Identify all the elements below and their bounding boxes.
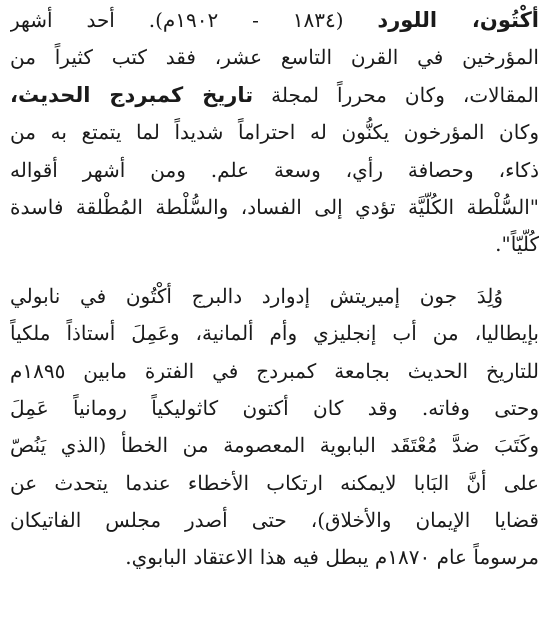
text-line: مرسوماً عام ١٨٧٠م يبطل فيه هذا الاعتقاد البابوي. bbox=[125, 545, 539, 570]
text-line: للتاريخ الحديث بجامعة كمبردج في الفترة مابين ١٨٩٥م bbox=[10, 358, 539, 383]
text-line: وكَتَبَ ضدَّ مُعْتَقَد البابوية المعصومة من الخطأ (الذي يَنُصّ bbox=[10, 433, 539, 458]
text-line bbox=[10, 77, 539, 114]
text-line: وحتى وفاته. وقد كان أكتون كاثوليكياً رومانياً عَمِلَ bbox=[10, 395, 539, 420]
text-segment: المقالات، وكان محرراً لمجلة bbox=[253, 82, 539, 107]
paragraph-intro bbox=[10, 2, 539, 264]
paragraph-biography bbox=[10, 278, 539, 577]
journal-title: تاريخ كمبردج الحديث، bbox=[10, 82, 254, 107]
paragraph-gap bbox=[10, 264, 539, 278]
text-line: المؤرخين في القرن التاسع عشر، فقد كتب كثيراً من bbox=[10, 45, 539, 70]
text-line: قضايا الإيمان والأخلاق)، حتى أصدر مجلس الفاتيكان bbox=[10, 508, 539, 533]
text-line: ذكاء، وحصافة رأي، وسعة علم. ومن أشهر أقواله bbox=[10, 157, 539, 182]
text-line bbox=[10, 2, 539, 39]
text-line: وكان المؤرخون يكنُّون له احتراماً شديداً لما يتمتع به من bbox=[10, 120, 539, 145]
text-line: "السُّلْطة الكُلّيَّة تؤدي إلى الفساد، والسُّلْطة المُطْلقة فاسدة bbox=[10, 194, 539, 219]
text-line: بإيطاليا، من أب إنجليزي وأم ألمانية، وعَمِلَ أستاذاً ملكياً bbox=[10, 321, 539, 346]
text-line: كُلّيّاً". bbox=[495, 232, 539, 257]
entry-heading: أكْتُون، اللورد bbox=[377, 8, 539, 32]
text-line: وُلِدَ جون إميريتش إدوارد دالبرج أكْتُون في نابولي bbox=[10, 283, 503, 308]
entry-dates: (١٨٣٤ - ١٩٠٢م). أحد أشهر bbox=[10, 8, 378, 32]
text-line: على أنَّ البَابا لايمكنه ارتكاب الأخطاء عندما يتحدث عن bbox=[10, 470, 539, 495]
